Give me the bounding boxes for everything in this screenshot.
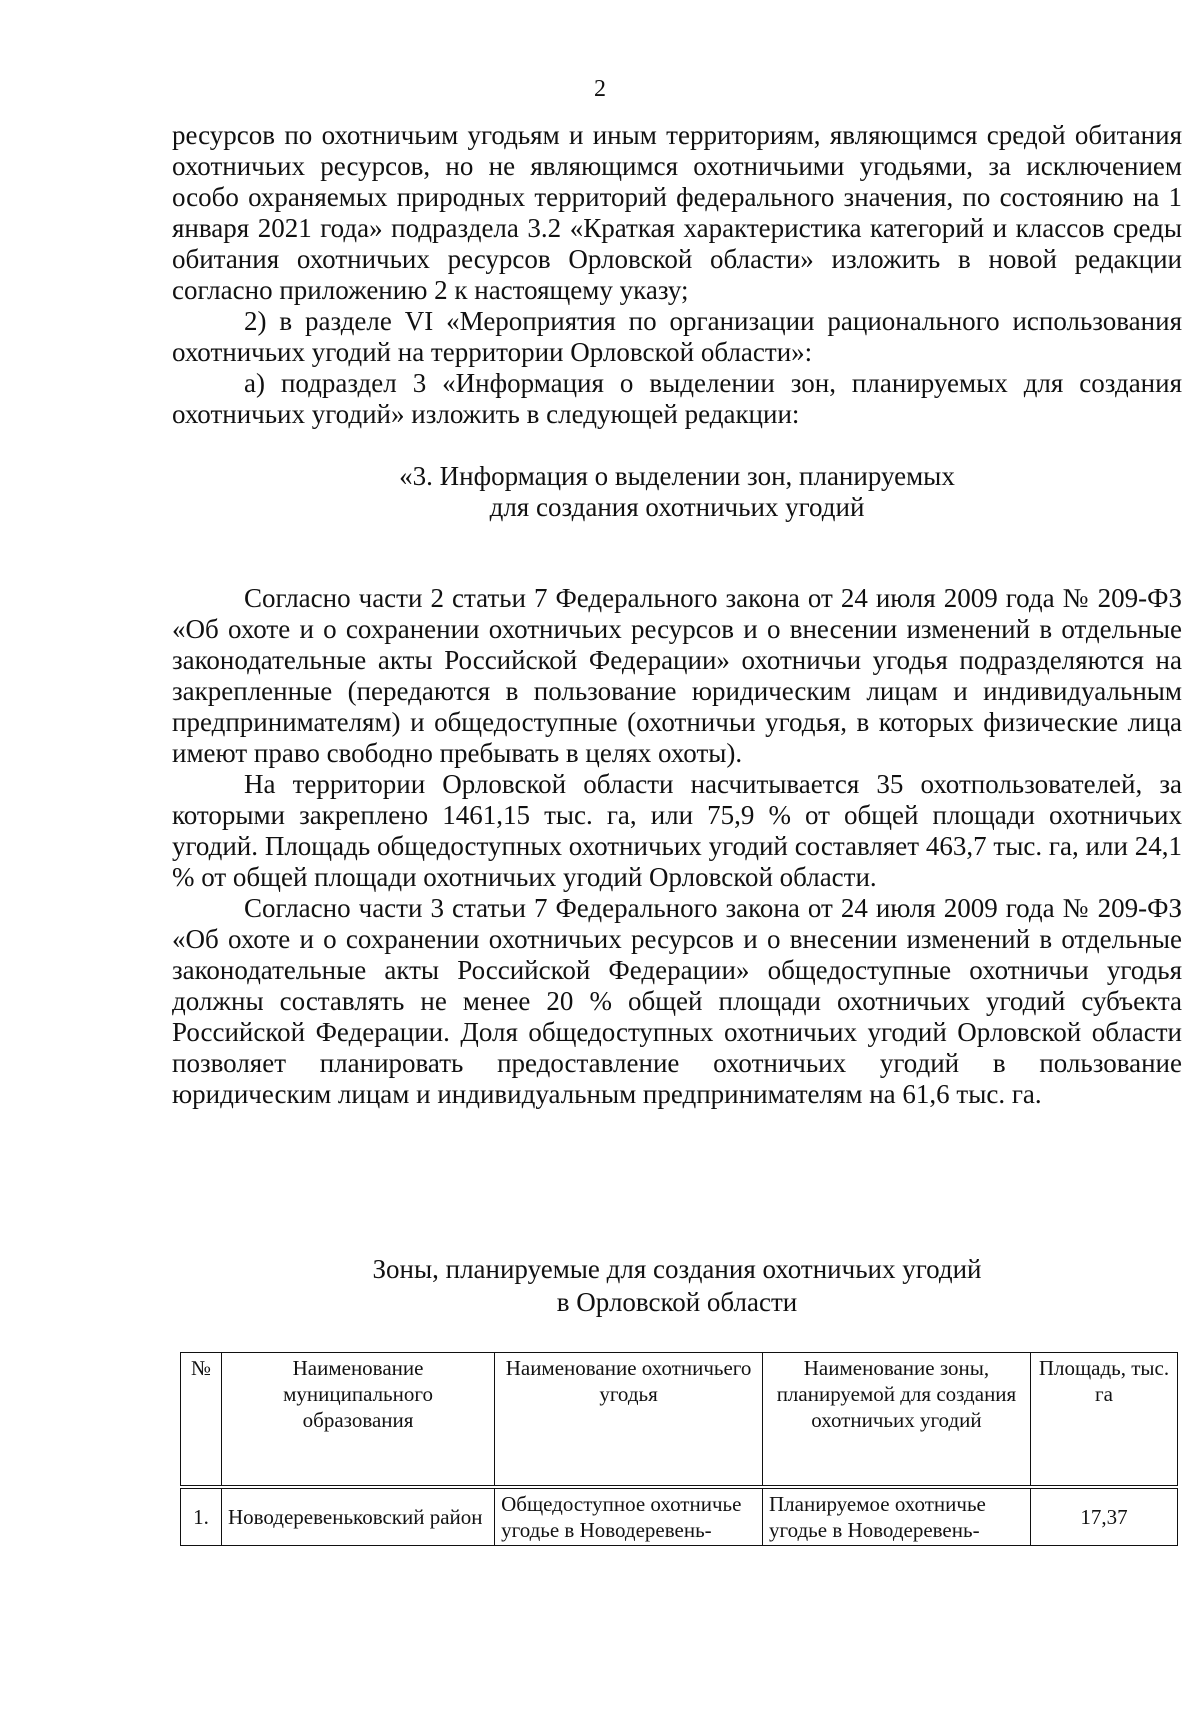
- cell-zone: Планируемое охотничье угодье в Новодеревень-: [763, 1487, 1031, 1546]
- header-number: №: [181, 1353, 222, 1488]
- header-municipality: Наименование муниципального образования: [221, 1353, 494, 1488]
- paragraph-hunting-users: На территории Орловской области насчитывается 35 охотпользователей, за которыми закреплено 1461,15 тыс. га, или 75,9 % от общей площади охотничьих угодий. Площадь общедоступных охотничьих угодий составляет 463,7 тыс. га, или 24,1 % от общей площади охотничьих угодий Орловской области.: [172, 769, 1182, 892]
- section-heading-line-2: для создания охотничьих угодий: [489, 492, 865, 522]
- cell-number: 1.: [181, 1487, 222, 1546]
- cell-municipality: Новодеревеньковский район: [221, 1487, 494, 1546]
- table-row: [181, 1487, 1178, 1546]
- cell-hunting-ground: Общедоступное охотничье угодье в Новодеревень-: [495, 1487, 763, 1546]
- header-zone: Наименование зоны, планируемой для создания охотничьих угодий: [763, 1353, 1031, 1488]
- page-number: 2: [594, 76, 606, 102]
- section-heading: [172, 461, 1182, 523]
- paragraph-law-part-3: Согласно части 3 статьи 7 Федерального закона от 24 июля 2009 года № 209-ФЗ «Об охоте и о сохранении охотничьих ресурсов и о внесении изменений в отдельные законодательные акты Российской Федерации» общедоступные охотничьи угодья должны составлять не менее 20 % общей площади охотничьих угодий субъекта Российской Федерации. Доля общедоступных охотничьих угодий Орловской области позволяет планировать предоставление охотничьих угодий в пользование юридическим лицам и индивидуальным предпринимателям на 61,6 тыс. га.: [172, 893, 1182, 1109]
- item-2-paragraph: 2) в разделе VI «Мероприятия по организации рационального использования охотничьих угодий на территории Орловской области»:: [172, 306, 1182, 367]
- intro-paragraph: ресурсов по охотничьим угодьям и иным территориям, являющимся средой обитания охотничьих ресурсов, но не являющимся охотничьими угодьями, за исключением особо охраняемых природных территорий федерального значения, по состоянию на 1 января 2021 года» подраздела 3.2 «Краткая характеристика категорий и классов среды обитания охотничьих ресурсов Орловской области» изложить в новой редакции согласно приложению 2 к настоящему указу;: [172, 120, 1182, 305]
- table-title: [172, 1253, 1182, 1319]
- table-header-row: [181, 1353, 1178, 1488]
- cell-area: 17,37: [1030, 1487, 1177, 1546]
- body-text: [172, 120, 1182, 430]
- header-hunting-ground: Наименование охотничьего угодья: [495, 1353, 763, 1488]
- zones-table: [180, 1352, 1178, 1546]
- table-title-line-2: в Орловской области: [556, 1287, 798, 1317]
- section-heading-line-1: «3. Информация о выделении зон, планируемых: [399, 461, 955, 491]
- header-area: Площадь, тыс. га: [1030, 1353, 1177, 1488]
- item-a-paragraph: а) подраздел 3 «Информация о выделении зон, планируемых для создания охотничьих угодий» изложить в следующей редакции:: [172, 368, 1182, 429]
- table-title-line-1: Зоны, планируемые для создания охотничьих угодий: [372, 1254, 982, 1284]
- paragraph-law-part-2: Согласно части 2 статьи 7 Федерального закона от 24 июля 2009 года № 209-ФЗ «Об охоте и о сохранении охотничьих ресурсов и о внесении изменений в отдельные законодательные акты Российской Федерации» охотничьи угодья подразделяются на закрепленные (передаются в пользование юридическим лицам и индивидуальным предпринимателям) и общедоступные (охотничьи угодья, в которых физические лица имеют право свободно пребывать в целях охоты).: [172, 583, 1182, 768]
- main-paragraphs: [172, 583, 1182, 1110]
